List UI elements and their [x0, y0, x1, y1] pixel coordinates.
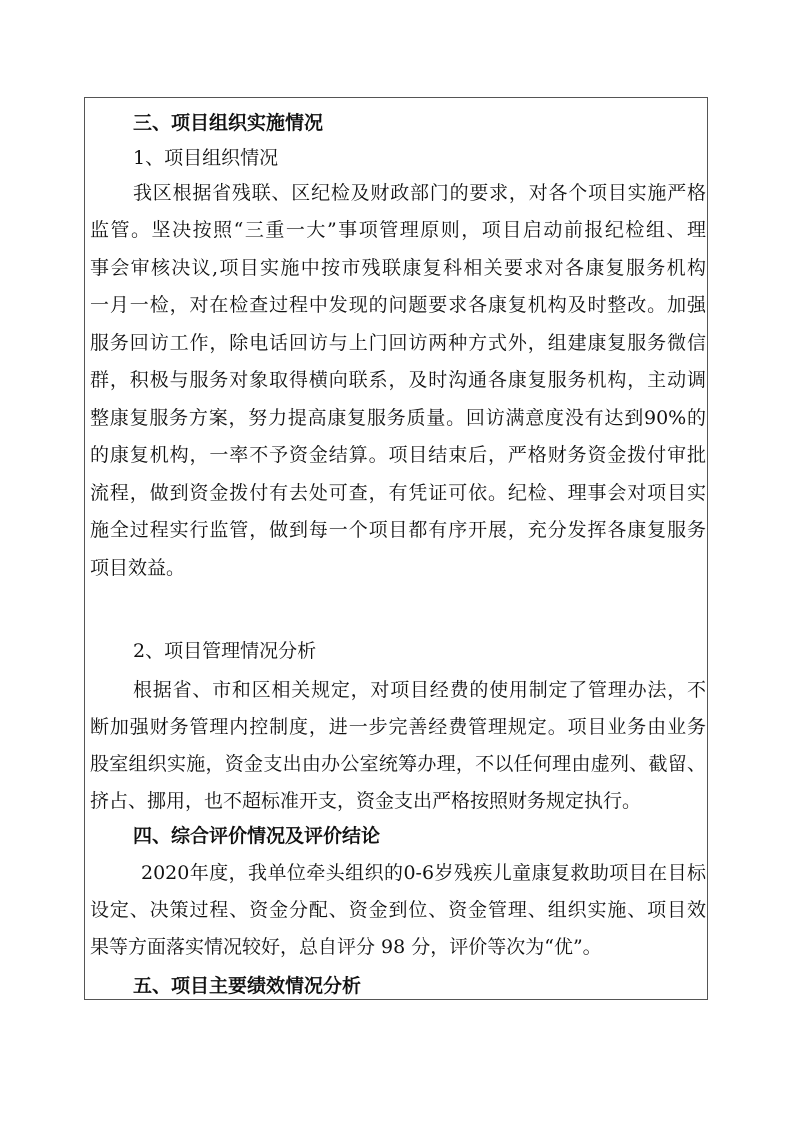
- section-heading: 三、项目组织实施情况: [133, 112, 324, 134]
- paragraph-line: 群，积极与服务对象取得横向联系，及时沟通各康复服务机构，主动调: [90, 369, 706, 391]
- section-heading: 四、综合评价情况及评价结论: [133, 825, 381, 847]
- paragraph-line: 2020年度，我单位牵头组织的0-6岁残疾儿童康复救助项目在目标: [141, 862, 706, 884]
- paragraph-line: 监管。坚决按照“三重一大”事项管理原则，项目启动前报纪检组、理: [90, 219, 706, 241]
- paragraph-line: 我区根据省残联、区纪检及财政部门的要求，对各个项目实施严格: [133, 182, 706, 204]
- paragraph-line: 一月一检，对在检查过程中发现的问题要求各康复机构及时整改。加强: [90, 294, 706, 316]
- subsection-heading: 2、项目管理情况分析: [133, 640, 317, 662]
- paragraph-line: 施全过程实行监管，做到每一个项目都有序开展，充分发挥各康复服务: [90, 519, 706, 541]
- section-heading: 五、项目主要绩效情况分析: [133, 975, 362, 997]
- paragraph-line: 流程，做到资金拨付有去处可查，有凭证可依。纪检、理事会对项目实: [90, 482, 706, 504]
- paragraph-line: 挤占、挪用，也不超标准开支，资金支出严格按照财务规定执行。: [90, 790, 642, 812]
- paragraph-line: 整康复服务方案，努力提高康复服务质量。回访满意度没有达到90%的: [90, 407, 706, 429]
- subsection-heading: 1、项目组织情况: [133, 147, 279, 169]
- paragraph-line: 的康复机构，一率不予资金结算。项目结束后，严格财务资金拨付审批: [90, 444, 706, 466]
- paragraph-line: 断加强财务管理内控制度，进一步完善经费管理规定。项目业务由业务: [90, 716, 706, 738]
- paragraph-line: 果等方面落实情况较好，总自评分 98 分，评价等次为“优”。: [90, 936, 602, 958]
- paragraph-line: 股室组织实施，资金支出由办公室统筹办理，不以任何理由虚列、截留、: [90, 753, 706, 775]
- paragraph-line: 设定、决策过程、资金分配、资金到位、资金管理、组织实施、项目效: [90, 899, 706, 921]
- paragraph-line: 根据省、市和区相关规定，对项目经费的使用制定了管理办法，不: [133, 679, 706, 701]
- paragraph-line: 事会审核决议,项目实施中按市残联康复科相关要求对各康复服务机构: [90, 257, 706, 279]
- paragraph-line: 服务回访工作，除电话回访与上门回访两种方式外，组建康复服务微信: [90, 332, 706, 354]
- paragraph-line: 项目效益。: [90, 557, 186, 579]
